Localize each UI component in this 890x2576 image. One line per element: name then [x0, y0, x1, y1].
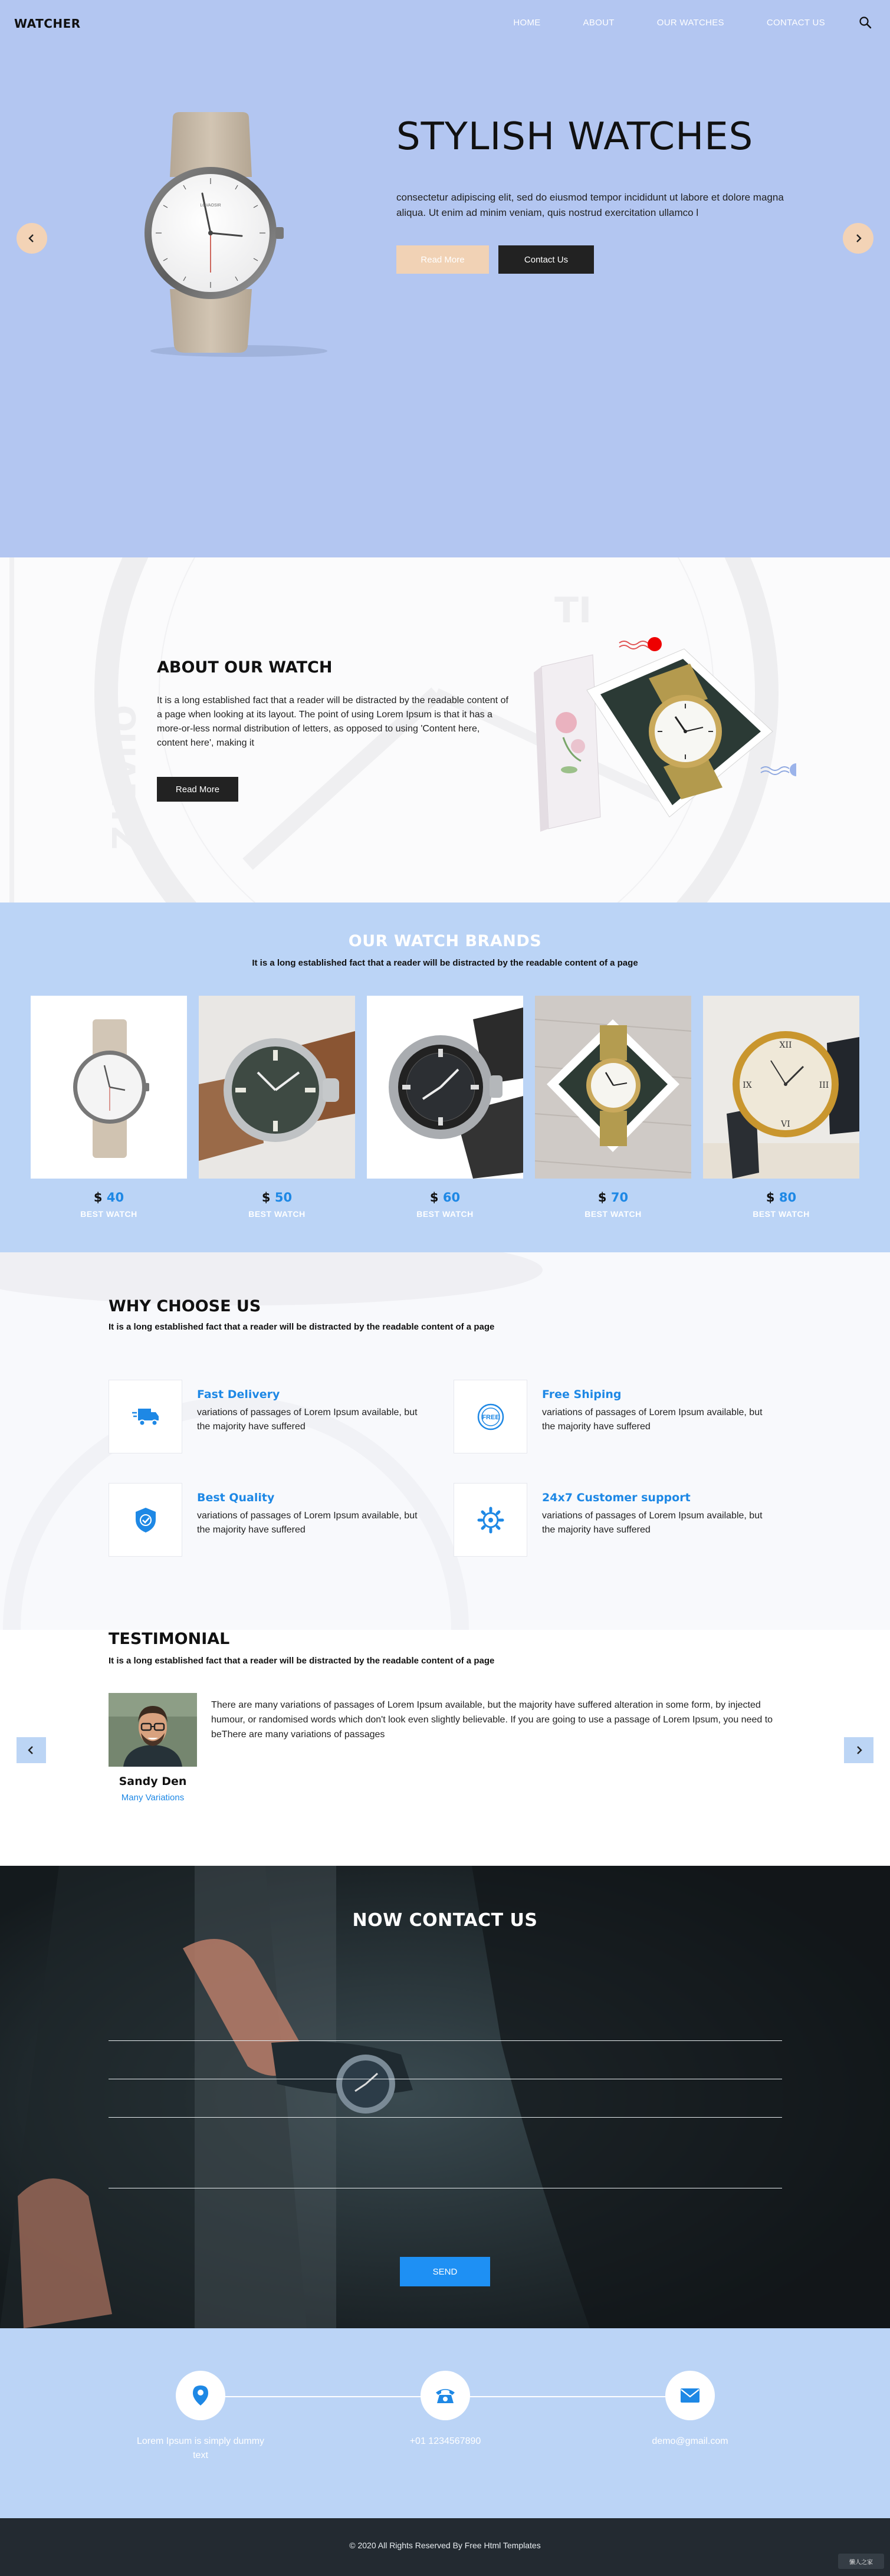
brand-card-price [703, 1190, 859, 1205]
testimonial-name: Sandy Den [119, 1775, 187, 1788]
svg-text:TI: TI [554, 590, 592, 631]
feature-description: variations of passages of Lorem Ipsum available, but the majority have suffered [197, 1407, 418, 1432]
info-address-text: Lorem Ipsum is simply dummy text [136, 2436, 265, 2460]
feature-fast-delivery [109, 1380, 439, 1456]
info-email [619, 2371, 761, 2489]
brand-card-2[interactable] [199, 996, 355, 1232]
nav-contact-us[interactable]: CONTACT US [766, 18, 825, 28]
feature-free-shipping [454, 1380, 784, 1456]
hero-next-arrow-icon[interactable] [843, 223, 873, 254]
contact-phone-input[interactable] [109, 2056, 782, 2079]
hero-title: STYLISH WATCHES [396, 115, 754, 159]
svg-text:IX: IX [743, 1081, 752, 1090]
svg-text:XII: XII [779, 1041, 792, 1050]
svg-text:QUARTZ: QUARTZ [104, 705, 142, 850]
feature-description: variations of passages of Lorem Ipsum available, but the majority have suffered [542, 1511, 763, 1535]
price-value: 50 [274, 1190, 293, 1205]
contact-email-input[interactable] [109, 2094, 782, 2118]
testimonial-role: Many Variations [121, 1793, 185, 1803]
brand-card-price [535, 1190, 691, 1205]
brand-card-image[interactable] [703, 996, 859, 1179]
price-currency: $ [261, 1190, 271, 1205]
svg-text:VI: VI [781, 1120, 790, 1129]
site-logo[interactable]: WATCHER [14, 17, 81, 31]
phone-icon [421, 2371, 470, 2420]
price-value: 40 [106, 1190, 124, 1205]
testimonial-title: TESTIMONIAL [109, 1630, 230, 1648]
testimonial-avatar [109, 1693, 197, 1767]
about-title: ABOUT OUR WATCH [157, 658, 333, 677]
brand-card-image[interactable] [367, 996, 523, 1179]
price-value: 70 [610, 1190, 629, 1205]
truck-icon [109, 1380, 182, 1453]
price-value: 60 [442, 1190, 461, 1205]
main-nav [471, 18, 825, 28]
nav-about[interactable]: ABOUT [583, 18, 615, 28]
feature-best-quality [109, 1483, 439, 1560]
shield-check-icon [109, 1483, 182, 1557]
brand-card-4[interactable] [535, 996, 691, 1232]
feature-customer-support [454, 1483, 784, 1560]
hero-contact-us-button[interactable]: Contact Us [498, 245, 594, 274]
free-badge-icon [454, 1380, 527, 1453]
brand-card-label: BEST WATCH [416, 1209, 474, 1219]
brand-card-label: BEST WATCH [584, 1209, 642, 1219]
about-description: It is a long established fact that a reader will be distracted by the readable content of a page when looking at its layout. The point of using Lorem Ipsum is that it has a more-or-less normal distribution of letters, as opposed to using 'Content here, content here', making it [157, 695, 508, 748]
feature-title: Free Shiping [542, 1388, 622, 1401]
about-watch-gift-box-image [531, 628, 796, 841]
price-currency: $ [597, 1190, 607, 1205]
feature-title: Best Quality [197, 1491, 275, 1504]
brand-card-5[interactable] [703, 996, 859, 1232]
brand-card-price [31, 1190, 187, 1205]
hero-read-more-button[interactable]: Read More [396, 245, 489, 274]
testimonial-subtitle: It is a long established fact that a reader will be distracted by the readable content of a page [109, 1656, 495, 1666]
svg-text:III: III [819, 1081, 829, 1090]
envelope-icon [665, 2371, 715, 2420]
feature-title: Fast Delivery [197, 1388, 280, 1401]
contact-message-textarea[interactable] [109, 2132, 782, 2188]
brand-card-3[interactable] [367, 996, 523, 1232]
testimonial-quote: There are many variations of passages of Lorem Ipsum available, but the majority have suffered alteration in some form, by injected humour, or randomised words which don't look even slightly believable. If you are going to use a passage of Lorem Ipsum, you need to beThere are many variations of passages [211, 1700, 773, 1740]
hero-description: consectetur adipiscing elit, sed do eiusmod tempor incididunt ut labore et dolore magna aliqua. Ut enim ad minim veniam, quis nostrud exercitation ullamco l [396, 192, 784, 218]
info-address [130, 2371, 271, 2489]
info-phone [375, 2371, 516, 2489]
info-phone-text[interactable]: +01 1234567890 [409, 2436, 481, 2446]
testimonial-section [0, 1630, 890, 1866]
brand-card-image[interactable] [31, 996, 187, 1179]
hero-section [0, 0, 890, 557]
free-badge-text: FREE [481, 1413, 500, 1421]
contact-name-input[interactable] [109, 2017, 782, 2041]
brand-card-label: BEST WATCH [248, 1209, 306, 1219]
hero-watch-brand: LOVAOSIR [200, 204, 221, 208]
gear-support-icon [454, 1483, 527, 1557]
hero-prev-arrow-icon[interactable] [17, 223, 47, 254]
nav-home[interactable]: HOME [513, 18, 541, 28]
location-pin-icon [176, 2371, 225, 2420]
contact-info-section [0, 2328, 890, 2518]
footer-watermark-badge: 懒人之家 [838, 2554, 884, 2569]
footer-copyright: © 2020 All Rights Reserved By Free Html Templates [349, 2541, 541, 2550]
testimonial-prev-arrow-icon[interactable] [17, 1737, 46, 1763]
brand-card-image[interactable] [535, 996, 691, 1179]
contact-title: NOW CONTACT US [352, 1910, 538, 1931]
contact-send-button[interactable]: SEND [400, 2257, 490, 2286]
price-value: 80 [779, 1190, 797, 1205]
why-subtitle: It is a long established fact that a reader will be distracted by the readable content of a page [109, 1322, 495, 1332]
watch-brands-section [0, 903, 890, 1252]
brands-subtitle: It is a long established fact that a reader will be distracted by the readable content of a page [252, 958, 638, 968]
contact-section [0, 1866, 890, 2328]
brand-card-price [367, 1190, 523, 1205]
top-navigation-bar [0, 0, 890, 46]
search-icon[interactable] [858, 15, 872, 29]
brand-card-label: BEST WATCH [80, 1209, 137, 1219]
about-section [0, 557, 890, 903]
info-email-text[interactable]: demo@gmail.com [652, 2436, 728, 2446]
brand-card-price [199, 1190, 355, 1205]
testimonial-next-arrow-icon[interactable] [844, 1737, 873, 1763]
feature-title: 24x7 Customer support [542, 1491, 691, 1504]
brand-card-label: BEST WATCH [753, 1209, 810, 1219]
brand-card-1[interactable] [31, 996, 187, 1232]
brands-card-list [31, 996, 860, 1232]
nav-our-watches[interactable]: OUR WATCHES [656, 18, 724, 28]
about-read-more-button[interactable]: Read More [157, 777, 238, 802]
brands-title: OUR WATCH BRANDS [348, 932, 542, 950]
feature-description: variations of passages of Lorem Ipsum available, but the majority have suffered [542, 1407, 763, 1432]
why-title: WHY CHOOSE US [109, 1297, 261, 1315]
feature-description: variations of passages of Lorem Ipsum available, but the majority have suffered [197, 1511, 418, 1535]
price-currency: $ [93, 1190, 103, 1205]
price-currency: $ [766, 1190, 775, 1205]
hero-watch-image [121, 112, 327, 372]
brand-card-image[interactable] [199, 996, 355, 1179]
price-currency: $ [429, 1190, 439, 1205]
footer [0, 2518, 890, 2576]
why-choose-us-section [0, 1252, 890, 1630]
